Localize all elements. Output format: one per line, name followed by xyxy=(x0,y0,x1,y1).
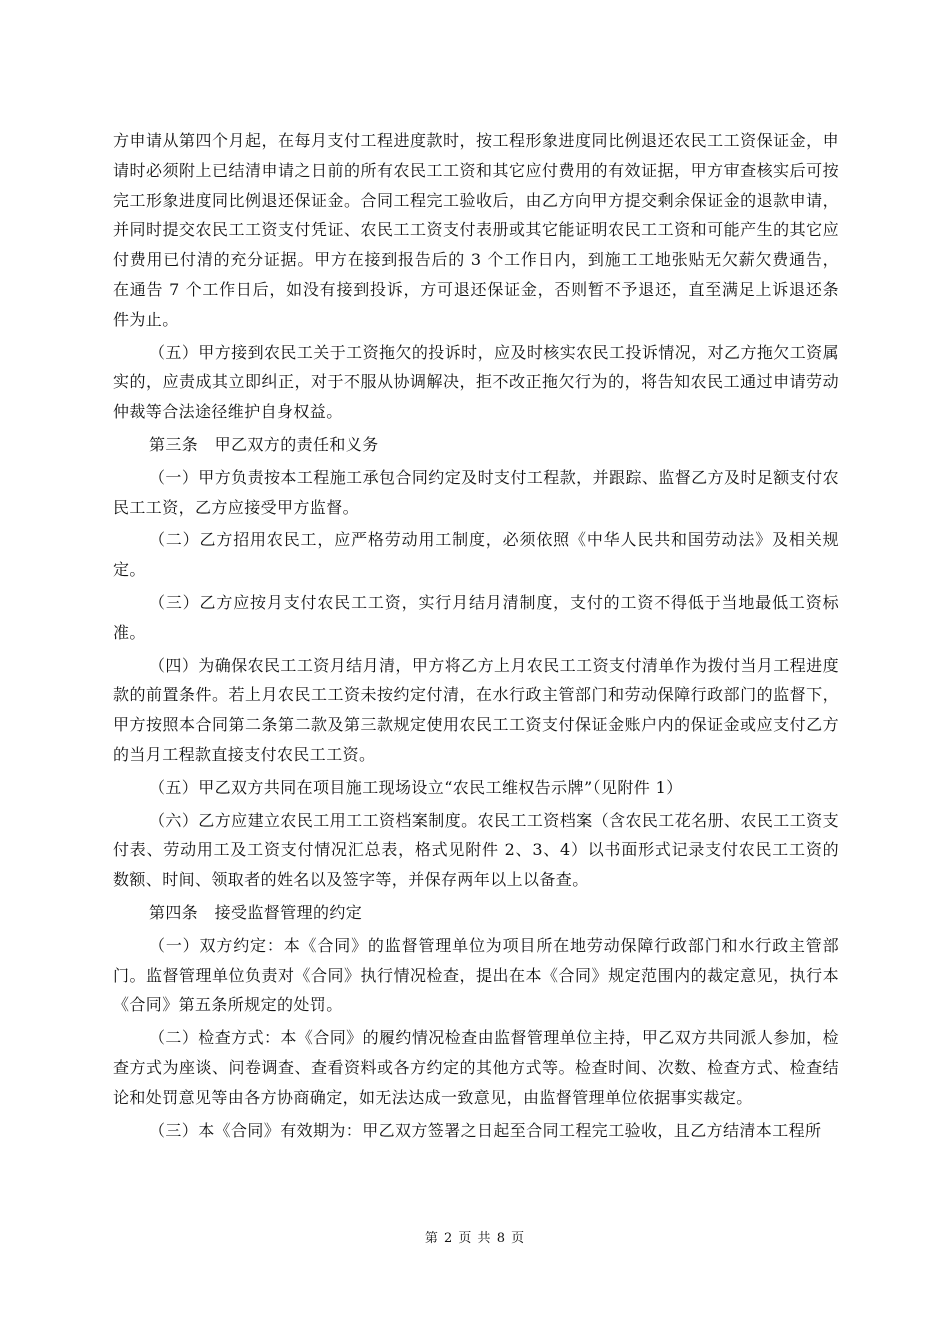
paragraph-article-3-item-3: （三）乙方应按月支付农民工工资，实行月结月清制度，支付的工资不得低于当地最低工资标准。 xyxy=(113,592,839,642)
paragraph-article-4-item-2: （二）检查方式：本《合同》的履约情况检查由监督管理单位主持，甲乙双方共同派人参加，检查方式为座谈、问卷调查、查看资料或各方约定的其他方式等。检查时间、次数、检查方式、检查结论和处罚意见等由各方协商确定，如无法达成一致意见，由监督管理单位依据事实裁定。 xyxy=(113,1028,839,1107)
document-body xyxy=(113,126,839,1148)
paragraph-article-3-item-2: （二）乙方招用农民工，应严格劳动用工制度，必须依照《中华人民共和国劳动法》及相关规定。 xyxy=(113,530,839,580)
paragraph-clause-5-complaints: （五）甲方接到农民工关于工资拖欠的投诉时，应及时核实农民工投诉情况，对乙方拖欠工资属实的，应责成其立即纠正，对于不服从协调解决，拒不改正拖欠行为的，将告知农民工通过申请劳动仲裁等合法途径维护自身权益。 xyxy=(113,342,839,422)
paragraph-article-3-item-1: （一）甲方负责按本工程施工承包合同约定及时支付工程款，并跟踪、监督乙方及时足额支付农民工工资，乙方应接受甲方监督。 xyxy=(113,467,839,517)
paragraph-article-3-item-6: （六）乙方应建立农民工用工工资档案制度。农民工工资档案（含农民工花名册、农民工工资支付表、劳动用工及工资支付情况汇总表，格式见附件 2、3、4）以书面形式记录支付农民工工资的数额、时间、领取者的姓名以及签字等，并保存两年以上以备查。 xyxy=(113,810,839,890)
article-4-heading: 第四条 接受监督管理的约定 xyxy=(149,902,363,922)
paragraph-continuation: 方申请从第四个月起，在每月支付工程进度款时，按工程形象进度同比例退还农民工工资保证金，申请时必须附上已结清申请之日前的所有农民工工资和其它应付费用的有效证据，甲方审查核实后可按完工形象进度同比例退还保证金。合同工程完工验收后，由乙方向甲方提交剩余保证金的退款申请，并同时提交农民工工资支付凭证、农民工工资支付表册或其它能证明农民工工资和可能产生的其它应付费用已付清的充分证据。甲方在接到报告后的 3 个工作日内，到施工工地张贴无欠薪欠费通告，在通告 7 个工作日后，如没有接到投诉，方可退还保证金，否则暂不予退还，直至满足上诉退还条件为止。 xyxy=(113,131,839,329)
article-3-heading: 第三条 甲乙双方的责任和义务 xyxy=(149,434,379,454)
paragraph-article-4-item-3: （三）本《合同》有效期为：甲乙双方签署之日起至合同工程完工验收，且乙方结清本工程所 xyxy=(149,1120,822,1140)
paragraph-article-4-item-1: （一）双方约定：本《合同》的监督管理单位为项目所在地劳动保障行政部门和水行政主管部门。监督管理单位负责对《合同》执行情况检查，提出在本《合同》规定范围内的裁定意见，执行本《合同》第五条所规定的处罚。 xyxy=(113,935,839,1015)
paragraph-article-3-item-5: （五）甲乙双方共同在项目施工现场设立“农民工维权告示牌”（见附件 1） xyxy=(149,777,683,797)
page-number-footer: 第 2 页 共 8 页 xyxy=(424,1231,526,1246)
paragraph-article-3-item-4: （四）为确保农民工工资月结月清，甲方将乙方上月农民工工资支付清单作为拨付当月工程进度款的前置条件。若上月农民工工资未按约定付清，在水行政主管部门和劳动保障行政部门的监督下，甲方按照本合同第二条第二款及第三款规定使用农民工工资支付保证金账户内的保证金或应支付乙方的当月工程款直接支付农民工工资。 xyxy=(113,655,839,764)
